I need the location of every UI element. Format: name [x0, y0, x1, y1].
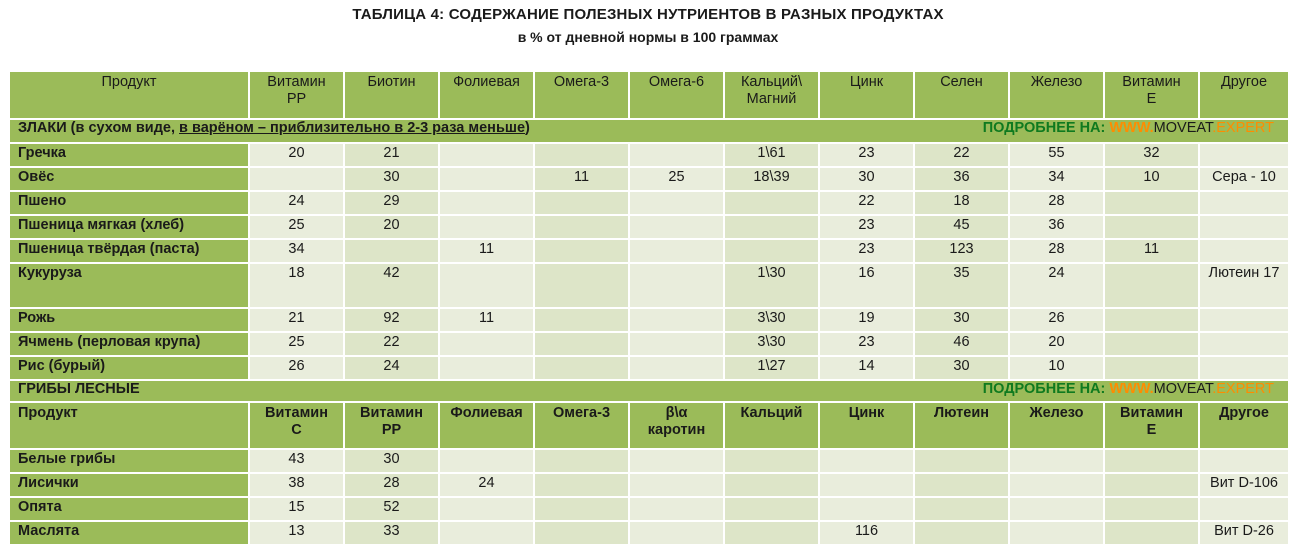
table-row	[9, 332, 1289, 356]
table-row	[9, 521, 1289, 545]
value-cell	[534, 239, 629, 263]
column-header	[534, 402, 629, 449]
column-header-line: Железо	[1029, 405, 1084, 421]
product-name: Пшеница твёрдая (паста)	[9, 239, 249, 263]
value-cell: 28	[1009, 239, 1104, 263]
product-name: Пшено	[9, 191, 249, 215]
section-title-underlined: в варёном – приблизительно в 2-3 раза меньше	[179, 120, 526, 136]
column-header-line: каротин	[647, 422, 706, 438]
value-cell: 35	[914, 263, 1009, 308]
column-header	[914, 402, 1009, 449]
value-cell	[249, 167, 344, 191]
value-cell	[1104, 356, 1199, 380]
value-cell: 32	[1104, 143, 1199, 167]
value-cell	[439, 449, 534, 473]
section-title-pre: ЗЛАКИ (в сухом виде,	[18, 120, 180, 136]
value-cell: 26	[249, 356, 344, 380]
value-cell	[534, 263, 629, 308]
column-header-line: Селен	[940, 74, 983, 90]
value-cell: 15	[249, 497, 344, 521]
value-cell	[439, 167, 534, 191]
column-header-line: Е	[1146, 91, 1157, 107]
value-cell: 46	[914, 332, 1009, 356]
value-cell: 116	[819, 521, 914, 545]
value-cell: Лютеин 17	[1199, 263, 1289, 308]
column-header-line: Фолиевая	[453, 74, 520, 90]
value-cell	[1199, 191, 1289, 215]
value-cell	[629, 263, 724, 308]
value-cell: 19	[819, 308, 914, 332]
value-cell	[534, 215, 629, 239]
product-name: Гречка	[9, 143, 249, 167]
value-cell: 1\30	[724, 263, 819, 308]
value-cell	[1199, 215, 1289, 239]
value-cell: 3\30	[724, 308, 819, 332]
column-header-line: PP	[381, 422, 402, 438]
value-cell	[914, 449, 1009, 473]
product-name: Опята	[9, 497, 249, 521]
value-cell: 1\61	[724, 143, 819, 167]
value-cell: 25	[249, 332, 344, 356]
more-domain: MOVEAT	[1153, 381, 1213, 397]
column-header-line: Магний	[746, 91, 797, 107]
value-cell: Вит D-106	[1199, 473, 1289, 497]
column-header	[819, 71, 914, 119]
column-header	[534, 71, 629, 119]
value-cell	[1199, 332, 1289, 356]
value-cell	[629, 473, 724, 497]
value-cell: 28	[344, 473, 439, 497]
value-cell	[629, 521, 724, 545]
column-header-line: Витамин	[360, 405, 423, 421]
table-row	[9, 263, 1289, 308]
value-cell	[534, 308, 629, 332]
value-cell: Вит D-26	[1199, 521, 1289, 545]
value-cell: 92	[344, 308, 439, 332]
value-cell: 42	[344, 263, 439, 308]
value-cell	[724, 191, 819, 215]
column-header	[1009, 71, 1104, 119]
column-header-line: Кальций\	[740, 74, 803, 90]
value-cell	[1104, 521, 1199, 545]
column-header-line: Витамин	[1120, 405, 1183, 421]
column-header	[344, 402, 439, 449]
value-cell	[1009, 521, 1104, 545]
value-cell: 28	[1009, 191, 1104, 215]
value-cell: 38	[249, 473, 344, 497]
value-cell: 21	[344, 143, 439, 167]
value-cell: 23	[819, 332, 914, 356]
more-ext: .EXPERT	[1212, 120, 1274, 136]
value-cell: 26	[1009, 308, 1104, 332]
value-cell: 10	[1104, 167, 1199, 191]
moveat-link	[983, 381, 1274, 398]
value-cell: 22	[344, 332, 439, 356]
value-cell	[819, 473, 914, 497]
column-header-line: Е	[1146, 422, 1157, 438]
value-cell	[439, 356, 534, 380]
value-cell: 34	[249, 239, 344, 263]
column-header	[914, 71, 1009, 119]
table-row	[9, 356, 1289, 380]
value-cell: 13	[249, 521, 344, 545]
value-cell	[344, 239, 439, 263]
column-header	[344, 71, 439, 119]
value-cell: 24	[344, 356, 439, 380]
product-name: Ячмень (перловая крупа)	[9, 332, 249, 356]
value-cell	[724, 473, 819, 497]
value-cell	[1104, 191, 1199, 215]
value-cell: 20	[1009, 332, 1104, 356]
value-cell: 33	[344, 521, 439, 545]
value-cell: 11	[1104, 239, 1199, 263]
value-cell	[724, 521, 819, 545]
value-cell: 11	[534, 167, 629, 191]
value-cell: 45	[914, 215, 1009, 239]
value-cell	[439, 332, 534, 356]
column-header	[724, 71, 819, 119]
value-cell	[1199, 239, 1289, 263]
column-header-line: Железо	[1030, 74, 1083, 90]
value-cell	[534, 521, 629, 545]
column-header-line: Кальций	[740, 405, 803, 421]
table-row	[9, 143, 1289, 167]
column-header	[439, 402, 534, 449]
value-cell	[439, 497, 534, 521]
value-cell: 23	[819, 143, 914, 167]
value-cell: 23	[819, 215, 914, 239]
column-header-line: Омега-6	[648, 74, 705, 90]
value-cell	[534, 332, 629, 356]
column-header-line: Омега-3	[553, 74, 610, 90]
page-subtitle: в % от дневной нормы в 100 граммах	[517, 29, 779, 45]
table-row	[9, 167, 1289, 191]
value-cell: 3\30	[724, 332, 819, 356]
column-header	[439, 71, 534, 119]
value-cell	[914, 497, 1009, 521]
value-cell	[724, 497, 819, 521]
column-header	[1104, 71, 1199, 119]
value-cell	[439, 521, 534, 545]
nutrients-table	[8, 70, 1290, 546]
value-cell: 1\27	[724, 356, 819, 380]
value-cell	[914, 473, 1009, 497]
value-cell	[629, 332, 724, 356]
more-www: WWW.	[1109, 120, 1154, 136]
value-cell: 30	[914, 308, 1009, 332]
table-row	[9, 239, 1289, 263]
value-cell	[1009, 449, 1104, 473]
table-row	[9, 215, 1289, 239]
column-header-line: Продукт	[18, 405, 78, 421]
column-header-line: PP	[286, 91, 307, 107]
value-cell	[819, 497, 914, 521]
value-cell: 55	[1009, 143, 1104, 167]
header-row	[9, 71, 1289, 119]
section-row	[9, 119, 1289, 143]
product-name: Пшеница мягкая (хлеб)	[9, 215, 249, 239]
value-cell: 24	[439, 473, 534, 497]
value-cell: 10	[1009, 356, 1104, 380]
value-cell: 36	[1009, 215, 1104, 239]
value-cell	[1104, 215, 1199, 239]
column-header-line: Витамин	[265, 405, 328, 421]
value-cell	[629, 143, 724, 167]
more-ext: .EXPERT	[1212, 381, 1274, 397]
value-cell: 30	[344, 449, 439, 473]
product-name: Белые грибы	[9, 449, 249, 473]
value-cell	[1104, 497, 1199, 521]
column-header-line: Цинк	[849, 74, 884, 90]
section-title: ГРИБЫ ЛЕСНЫЕ	[18, 381, 140, 397]
value-cell	[819, 449, 914, 473]
column-header	[249, 402, 344, 449]
more-domain: MOVEAT	[1153, 120, 1213, 136]
value-cell	[1104, 308, 1199, 332]
value-cell	[439, 263, 534, 308]
table-row	[9, 308, 1289, 332]
section-row	[9, 380, 1289, 402]
column-header-line: Витамин	[1122, 74, 1181, 90]
value-cell: 18	[914, 191, 1009, 215]
value-cell: 52	[344, 497, 439, 521]
value-cell	[439, 191, 534, 215]
value-cell	[724, 215, 819, 239]
value-cell: 123	[914, 239, 1009, 263]
value-cell	[629, 191, 724, 215]
value-cell: 22	[914, 143, 1009, 167]
column-header	[1199, 402, 1289, 449]
more-label: ПОДРОБНЕЕ НА:	[982, 120, 1110, 136]
more-label: ПОДРОБНЕЕ НА:	[982, 381, 1110, 397]
value-cell	[1199, 143, 1289, 167]
column-header	[9, 402, 249, 449]
column-header	[629, 71, 724, 119]
table-row	[9, 473, 1289, 497]
column-header-line: Лютеин	[933, 405, 990, 421]
value-cell: 16	[819, 263, 914, 308]
value-cell	[534, 497, 629, 521]
value-cell	[1009, 473, 1104, 497]
value-cell	[534, 356, 629, 380]
column-header-line: Продукт	[101, 74, 157, 90]
value-cell	[1104, 263, 1199, 308]
value-cell	[914, 521, 1009, 545]
value-cell	[724, 239, 819, 263]
value-cell: 25	[249, 215, 344, 239]
column-header-line: Другое	[1219, 405, 1269, 421]
value-cell: 18\39	[724, 167, 819, 191]
value-cell	[1104, 332, 1199, 356]
moveat-link	[983, 120, 1274, 137]
column-header-line: Цинк	[848, 405, 885, 421]
column-header-line: Фолиевая	[450, 405, 523, 421]
more-www: WWW.	[1109, 381, 1154, 397]
value-cell	[1104, 473, 1199, 497]
column-header-line: β\α	[665, 405, 688, 421]
column-header-line: Омега-3	[552, 405, 611, 421]
value-cell: 20	[249, 143, 344, 167]
table-row	[9, 191, 1289, 215]
value-cell	[629, 239, 724, 263]
section-title	[18, 120, 530, 136]
value-cell	[629, 215, 724, 239]
column-header-line: Другое	[1220, 74, 1268, 90]
product-name: Рожь	[9, 308, 249, 332]
column-header-line: С	[291, 422, 302, 438]
value-cell	[629, 308, 724, 332]
value-cell	[629, 497, 724, 521]
value-cell: 30	[344, 167, 439, 191]
value-cell: 30	[914, 356, 1009, 380]
value-cell: 43	[249, 449, 344, 473]
page-title: ТАБЛИЦА 4: СОДЕРЖАНИЕ ПОЛЕЗНЫХ НУТРИЕНТОВ В РАЗНЫХ ПРОДУКТАХ	[352, 6, 944, 23]
value-cell: 11	[439, 308, 534, 332]
value-cell	[1104, 449, 1199, 473]
value-cell	[534, 473, 629, 497]
value-cell: 21	[249, 308, 344, 332]
column-header	[9, 71, 249, 119]
column-header	[1009, 402, 1104, 449]
column-header-line: Биотин	[367, 74, 416, 90]
value-cell	[439, 215, 534, 239]
value-cell	[1199, 308, 1289, 332]
value-cell	[1199, 497, 1289, 521]
column-header	[1104, 402, 1199, 449]
product-name: Маслята	[9, 521, 249, 545]
value-cell	[724, 449, 819, 473]
table-row	[9, 497, 1289, 521]
column-header	[249, 71, 344, 119]
column-header-line: Витамин	[267, 74, 326, 90]
table-row	[9, 449, 1289, 473]
product-name: Кукуруза	[9, 263, 249, 308]
value-cell	[534, 143, 629, 167]
value-cell: 20	[344, 215, 439, 239]
column-header	[1199, 71, 1289, 119]
value-cell: 23	[819, 239, 914, 263]
section-header	[9, 380, 1289, 402]
column-header	[724, 402, 819, 449]
section-header	[9, 119, 1289, 143]
value-cell	[534, 191, 629, 215]
value-cell	[534, 449, 629, 473]
value-cell: 30	[819, 167, 914, 191]
product-name: Рис (бурый)	[9, 356, 249, 380]
value-cell: 34	[1009, 167, 1104, 191]
value-cell	[629, 449, 724, 473]
value-cell	[1009, 497, 1104, 521]
value-cell: 11	[439, 239, 534, 263]
column-header	[819, 402, 914, 449]
column-header	[629, 402, 724, 449]
value-cell: 24	[249, 191, 344, 215]
value-cell: Сера - 10	[1199, 167, 1289, 191]
value-cell	[1199, 356, 1289, 380]
value-cell: 36	[914, 167, 1009, 191]
product-name: Овёс	[9, 167, 249, 191]
section-title-post: )	[525, 120, 530, 136]
value-cell: 25	[629, 167, 724, 191]
value-cell: 18	[249, 263, 344, 308]
value-cell: 29	[344, 191, 439, 215]
value-cell	[1199, 449, 1289, 473]
value-cell: 22	[819, 191, 914, 215]
value-cell	[439, 143, 534, 167]
product-name: Лисички	[9, 473, 249, 497]
value-cell: 14	[819, 356, 914, 380]
value-cell: 24	[1009, 263, 1104, 308]
value-cell	[629, 356, 724, 380]
header-row	[9, 402, 1289, 449]
